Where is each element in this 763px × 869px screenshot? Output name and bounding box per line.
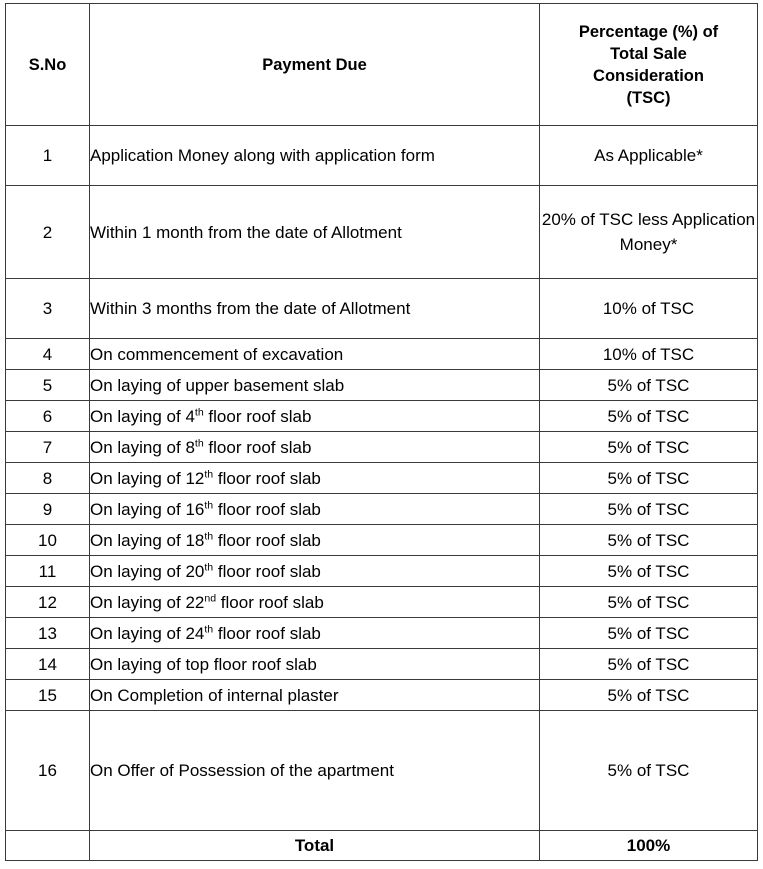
- row-payment-due: [90, 432, 540, 463]
- row-sno: 4: [6, 339, 90, 370]
- payment-schedule-table: [5, 3, 758, 861]
- row-payment-due: [90, 618, 540, 649]
- table-row: [6, 186, 758, 279]
- row-payment-due-post: floor roof slab: [213, 530, 321, 550]
- row-sno: 5: [6, 370, 90, 401]
- row-percentage: 10% of TSC: [540, 339, 758, 370]
- row-payment-due-pre: On laying of 4: [90, 406, 195, 426]
- ordinal-suffix: th: [194, 405, 204, 418]
- row-payment-due: On laying of upper basement slab: [90, 370, 540, 401]
- row-percentage: 5% of TSC: [540, 401, 758, 432]
- table-row: [6, 339, 758, 370]
- row-payment-due-pre: On laying of 20: [90, 561, 205, 581]
- row-payment-due: On Offer of Possession of the apartment: [90, 711, 540, 831]
- row-payment-due-pre: On laying of 22: [90, 592, 205, 612]
- row-percentage: 5% of TSC: [540, 680, 758, 711]
- table-row: [6, 401, 758, 432]
- row-percentage: 5% of TSC: [540, 556, 758, 587]
- row-payment-due: [90, 525, 540, 556]
- row-percentage: 5% of TSC: [540, 587, 758, 618]
- ordinal-suffix: th: [204, 467, 214, 480]
- row-payment-due: [90, 463, 540, 494]
- row-sno: 8: [6, 463, 90, 494]
- row-percentage: 5% of TSC: [540, 711, 758, 831]
- row-payment-due: On commencement of excavation: [90, 339, 540, 370]
- row-payment-due-pre: On laying of 16: [90, 499, 205, 519]
- table-row: [6, 556, 758, 587]
- row-payment-due: On Completion of internal plaster: [90, 680, 540, 711]
- column-header-percentage-line2: Total Sale: [610, 44, 687, 63]
- row-sno: 10: [6, 525, 90, 556]
- column-header-percentage-line4: (TSC): [626, 88, 671, 107]
- table-row: [6, 649, 758, 680]
- row-percentage: 20% of TSC less Application Money*: [540, 186, 758, 279]
- total-percentage: 100%: [540, 831, 758, 861]
- row-payment-due-post: floor roof slab: [213, 499, 321, 519]
- row-payment-due: Within 3 months from the date of Allotment: [90, 279, 540, 339]
- row-payment-due-post: floor roof slab: [213, 561, 321, 581]
- total-label: Total: [90, 831, 540, 861]
- row-payment-due: [90, 401, 540, 432]
- row-payment-due-pre: On laying of 24: [90, 623, 205, 643]
- total-sno: [6, 831, 90, 861]
- row-payment-due: Within 1 month from the date of Allotment: [90, 186, 540, 279]
- row-sno: 6: [6, 401, 90, 432]
- table-total-row: [6, 831, 758, 861]
- row-payment-due-post: floor roof slab: [203, 437, 312, 457]
- row-sno: 11: [6, 556, 90, 587]
- ordinal-suffix: th: [204, 529, 214, 542]
- row-sno: 13: [6, 618, 90, 649]
- ordinal-suffix: th: [204, 560, 214, 573]
- table-row: [6, 711, 758, 831]
- row-percentage: 5% of TSC: [540, 370, 758, 401]
- table-row: [6, 680, 758, 711]
- row-payment-due-post: floor roof slab: [203, 406, 312, 426]
- column-header-payment-due: Payment Due: [90, 4, 540, 126]
- table-row: [6, 279, 758, 339]
- ordinal-suffix: th: [204, 622, 214, 635]
- table-row: [6, 494, 758, 525]
- row-payment-due-pre: On laying of 8: [90, 437, 195, 457]
- row-percentage: As Applicable*: [540, 126, 758, 186]
- row-sno: 12: [6, 587, 90, 618]
- row-percentage: 5% of TSC: [540, 432, 758, 463]
- row-percentage: 10% of TSC: [540, 279, 758, 339]
- ordinal-suffix: nd: [204, 591, 217, 604]
- row-payment-due: [90, 587, 540, 618]
- table-row: [6, 432, 758, 463]
- row-payment-due-pre: On laying of 18: [90, 530, 205, 550]
- row-percentage: 5% of TSC: [540, 494, 758, 525]
- column-header-sno: S.No: [6, 4, 90, 126]
- table-row: [6, 618, 758, 649]
- row-payment-due: [90, 494, 540, 525]
- column-header-percentage: [540, 4, 758, 126]
- column-header-percentage-line1: Percentage (%) of: [578, 22, 719, 41]
- row-payment-due-post: floor roof slab: [216, 592, 324, 612]
- row-payment-due: [90, 556, 540, 587]
- row-sno: 15: [6, 680, 90, 711]
- row-sno: 9: [6, 494, 90, 525]
- row-sno: 3: [6, 279, 90, 339]
- row-payment-due-post: floor roof slab: [213, 623, 321, 643]
- column-header-percentage-line3: Consideration: [593, 66, 704, 85]
- row-sno: 7: [6, 432, 90, 463]
- row-sno: 1: [6, 126, 90, 186]
- ordinal-suffix: th: [204, 498, 214, 511]
- row-payment-due-pre: On laying of 12: [90, 468, 205, 488]
- table-row: [6, 126, 758, 186]
- ordinal-suffix: th: [194, 436, 204, 449]
- table-row: [6, 587, 758, 618]
- row-sno: 2: [6, 186, 90, 279]
- row-payment-due: Application Money along with application form: [90, 126, 540, 186]
- row-sno: 16: [6, 711, 90, 831]
- table-row: [6, 370, 758, 401]
- table-header-row: [6, 4, 758, 126]
- row-payment-due-post: floor roof slab: [213, 468, 321, 488]
- row-percentage: 5% of TSC: [540, 618, 758, 649]
- row-payment-due: On laying of top floor roof slab: [90, 649, 540, 680]
- table-row: [6, 525, 758, 556]
- row-percentage: 5% of TSC: [540, 525, 758, 556]
- row-percentage: 5% of TSC: [540, 649, 758, 680]
- row-percentage: 5% of TSC: [540, 463, 758, 494]
- table-row: [6, 463, 758, 494]
- row-sno: 14: [6, 649, 90, 680]
